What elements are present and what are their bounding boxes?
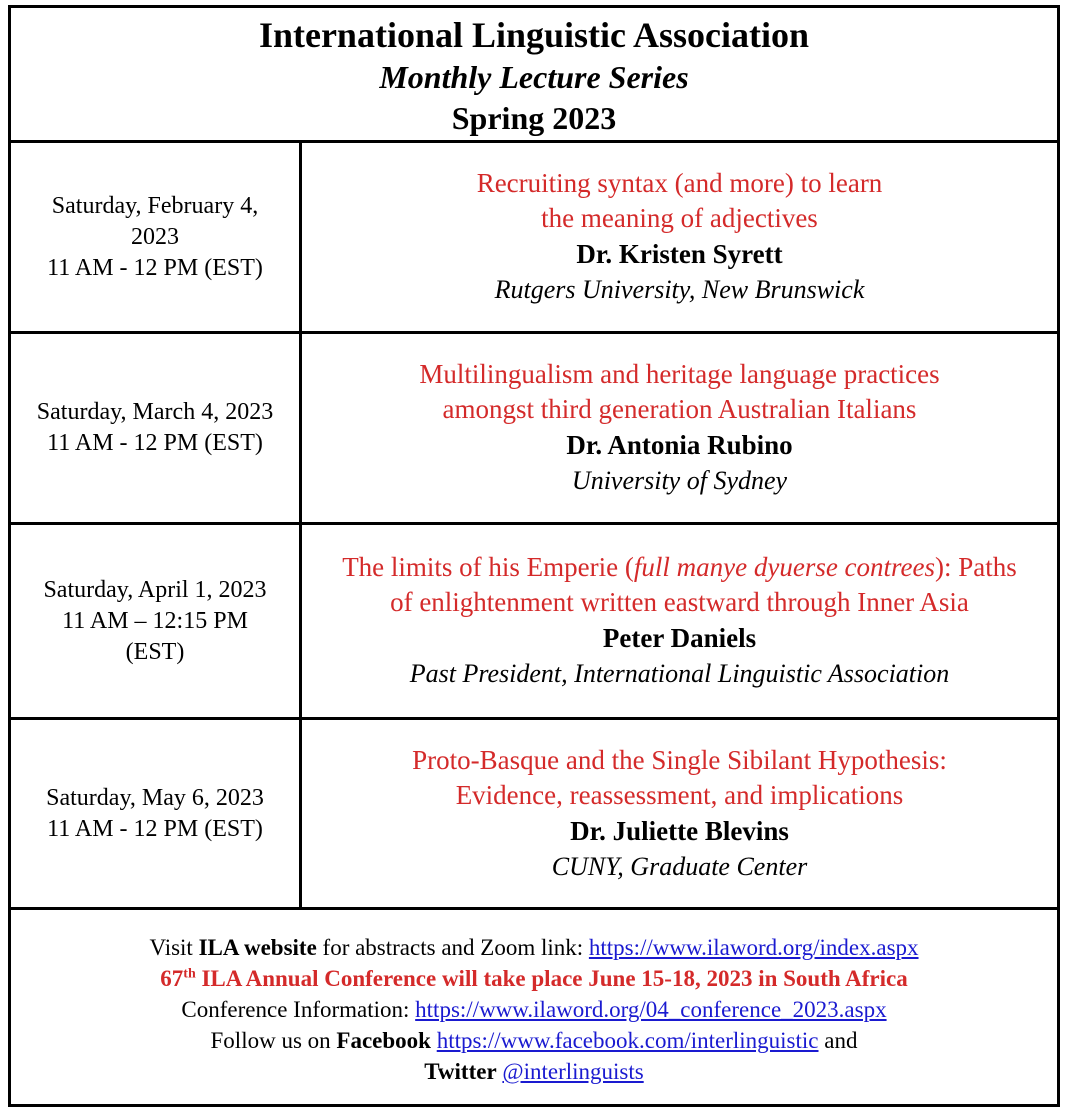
title-text: The limits of his Emperie ( bbox=[342, 552, 634, 582]
ila-website-link[interactable]: https://www.ilaword.org/index.aspx bbox=[588, 935, 919, 960]
lecture-row bbox=[11, 143, 1057, 331]
lecture-title-line: Evidence, reassessment, and implications bbox=[455, 780, 904, 810]
footer-text: and bbox=[818, 1028, 858, 1053]
lecture-row bbox=[11, 525, 1057, 717]
time-line: 11 AM - 12 PM (EST) bbox=[47, 430, 263, 456]
time-line: 11 AM - 12 PM (EST) bbox=[47, 816, 263, 842]
speaker-name: Dr. Juliette Blevins bbox=[570, 816, 789, 846]
lecture-details bbox=[302, 334, 1057, 522]
time-zone-line: (EST) bbox=[125, 638, 185, 665]
lecture-title-line: the meaning of adjectives bbox=[541, 203, 818, 233]
speaker-affiliation: Rutgers University, New Brunswick bbox=[494, 275, 865, 304]
lecture-date bbox=[11, 720, 299, 908]
conference-text: ILA Annual Conference will take place June 15-18, 2023 in South Africa bbox=[195, 966, 908, 991]
twitter-line bbox=[11, 1056, 1057, 1087]
date-line: Saturday, April 1, 2023 bbox=[43, 576, 267, 603]
lecture-title-line bbox=[342, 550, 1017, 585]
speaker-affiliation: University of Sydney bbox=[571, 466, 788, 495]
date-line: 2023 bbox=[131, 223, 179, 250]
facebook-label: Facebook bbox=[336, 1028, 431, 1053]
lecture-title-line: Recruiting syntax (and more) to learn bbox=[476, 168, 883, 198]
facebook-link[interactable]: https://www.facebook.com/interlinguistic bbox=[436, 1028, 819, 1053]
lecture-row bbox=[11, 334, 1057, 522]
twitter-handle-link[interactable]: @interlinguists bbox=[502, 1059, 644, 1084]
date-line: Saturday, February 4, bbox=[51, 192, 259, 219]
speaker-affiliation: Past President, International Linguistic Association bbox=[409, 659, 950, 688]
flyer-frame bbox=[8, 5, 1060, 1107]
speaker-name: Dr. Antonia Rubino bbox=[566, 430, 793, 460]
ila-website-label: ILA website bbox=[198, 935, 317, 960]
time-line: 11 AM – 12:15 PM bbox=[62, 607, 248, 634]
conference-announcement bbox=[11, 963, 1057, 994]
facebook-line bbox=[11, 1025, 1057, 1056]
date-line: Saturday, March 4, 2023 bbox=[36, 399, 274, 425]
lecture-title-line: Proto-Basque and the Single Sibilant Hypothesis: bbox=[412, 745, 947, 775]
conference-info-link[interactable]: https://www.ilaword.org/04_conference_2023.aspx bbox=[415, 997, 887, 1022]
lecture-title-line: amongst third generation Australian Italians bbox=[442, 394, 917, 424]
title-text: ): Paths bbox=[935, 552, 1017, 582]
footer-text: for abstracts and Zoom link: bbox=[316, 935, 589, 960]
lecture-date bbox=[11, 143, 299, 331]
speaker-name: Peter Daniels bbox=[602, 623, 757, 653]
speaker-name: Dr. Kristen Syrett bbox=[576, 239, 783, 269]
speaker-affiliation: CUNY, Graduate Center bbox=[551, 852, 808, 881]
footer-text: Visit bbox=[149, 935, 199, 960]
lecture-date bbox=[11, 525, 299, 717]
conference-number: 67 bbox=[160, 966, 184, 991]
flyer-header bbox=[11, 8, 1057, 140]
time-line: 11 AM - 12 PM (EST) bbox=[47, 254, 263, 281]
organization-title: International Linguistic Association bbox=[258, 15, 810, 55]
series-subtitle: Monthly Lecture Series bbox=[379, 59, 689, 95]
flyer-footer bbox=[11, 910, 1057, 1104]
footer-text: Conference Information: bbox=[181, 997, 416, 1022]
lecture-title-line: Multilingualism and heritage language practices bbox=[419, 359, 940, 389]
lecture-details bbox=[302, 143, 1057, 331]
conference-info-line bbox=[11, 994, 1057, 1025]
date-line: Saturday, May 6, 2023 bbox=[46, 785, 264, 811]
lecture-title-line: of enlightenment written eastward through Inner Asia bbox=[390, 587, 969, 617]
ordinal-suffix: th bbox=[183, 966, 196, 982]
lecture-details bbox=[302, 525, 1057, 717]
title-italic-text: full manye dyuerse contrees bbox=[633, 552, 936, 582]
season-label: Spring 2023 bbox=[451, 100, 617, 136]
lecture-details bbox=[302, 720, 1057, 908]
website-line bbox=[11, 932, 1057, 963]
twitter-label: Twitter bbox=[424, 1059, 497, 1084]
lecture-row bbox=[11, 720, 1057, 908]
footer-text: Follow us on bbox=[210, 1028, 337, 1053]
lecture-date bbox=[11, 334, 299, 522]
column-divider bbox=[299, 140, 302, 910]
